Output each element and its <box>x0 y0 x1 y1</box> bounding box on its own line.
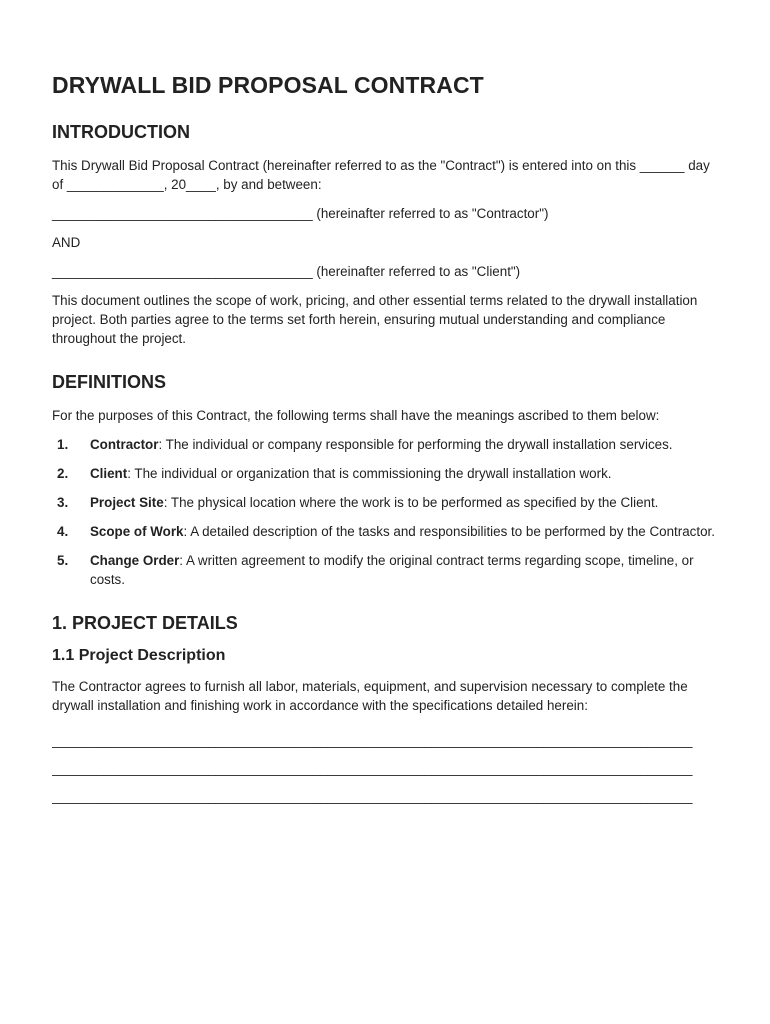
definition-term: Change Order <box>90 553 180 568</box>
client-signature-line: ___________________________________ (hereinafter referred to as "Client") <box>52 264 521 279</box>
definition-item <box>52 464 718 483</box>
definition-number: 3. <box>57 495 69 510</box>
introduction-purpose-paragraph: This document outlines the scope of work, pricing, and other essential terms related to the drywall installation project. Both parties agree to the terms set forth herein, ensuring mutual understanding and compliance throughout the project. <box>52 293 698 346</box>
definition-number: 5. <box>57 553 69 568</box>
definition-term: Project Site <box>90 495 164 510</box>
introduction-paragraph: This Drywall Bid Proposal Contract (hereinafter referred to as the "Contract") is entered into on this ______ day of _____________, 20____, by and between: <box>52 158 710 192</box>
blank-fill-line: ______________________________________________________________________________________ <box>52 733 693 748</box>
definition-term: Client <box>90 466 128 481</box>
definition-text: : The individual or company responsible for performing the drywall installation services. <box>158 437 673 452</box>
definition-item <box>52 435 718 454</box>
project-description-paragraph: The Contractor agrees to furnish all labor, materials, equipment, and supervision necessary to complete the drywall installation and finishing work in accordance with the specifications detailed herein: <box>52 679 688 713</box>
definition-number: 4. <box>57 524 69 539</box>
and-text: AND <box>52 235 81 250</box>
definition-text: : A written agreement to modify the original contract terms regarding scope, timeline, or costs. <box>90 553 694 587</box>
definition-text: : The individual or organization that is commissioning the drywall installation work. <box>127 466 612 481</box>
introduction-heading: INTRODUCTION <box>52 122 190 142</box>
project-description-subheading: 1.1 Project Description <box>52 647 226 664</box>
blank-fill-line: ______________________________________________________________________________________ <box>52 789 693 804</box>
definition-number: 2. <box>57 466 69 481</box>
definition-text: : A detailed description of the tasks and responsibilities to be performed by the Contractor. <box>183 524 715 539</box>
contractor-signature-line: ___________________________________ (hereinafter referred to as "Contractor") <box>52 206 549 221</box>
definitions-heading: DEFINITIONS <box>52 372 167 392</box>
definition-number: 1. <box>57 437 69 452</box>
document-title: DRYWALL BID PROPOSAL CONTRACT <box>52 72 484 98</box>
definition-item <box>52 551 718 589</box>
blank-fill-line: ______________________________________________________________________________________ <box>52 761 693 776</box>
definition-item <box>52 493 718 512</box>
definition-term: Scope of Work <box>90 524 184 539</box>
definition-term: Contractor <box>90 437 159 452</box>
definitions-intro: For the purposes of this Contract, the following terms shall have the meanings ascribed to them below: <box>52 408 660 423</box>
project-details-heading: 1. PROJECT DETAILS <box>52 613 238 633</box>
definition-item <box>52 522 718 541</box>
definition-text: : The physical location where the work is to be performed as specified by the Client. <box>163 495 659 510</box>
definitions-list <box>52 435 718 589</box>
